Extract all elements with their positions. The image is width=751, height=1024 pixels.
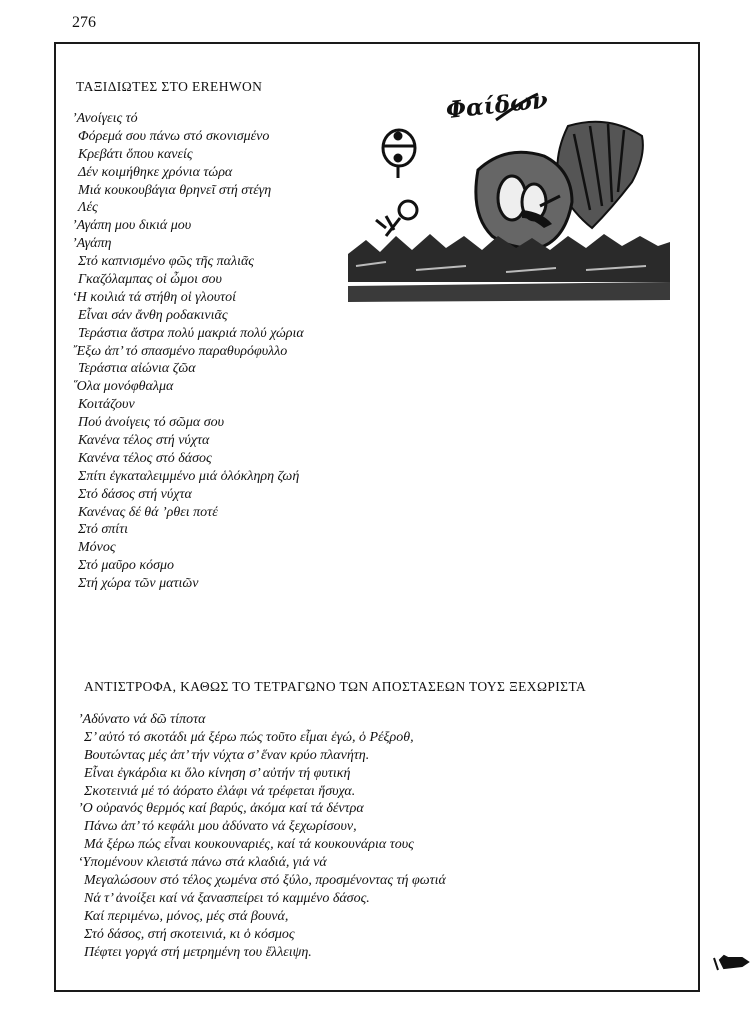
poem-title-1: ΤΑΞΙΔΙΩΤΕΣ ΣΤΟ EREHWON bbox=[76, 79, 263, 94]
poem-line: Πάνω ἀπ’ τό κεφάλι μου ἀδύνατο νά ξεχωρίσουν, bbox=[84, 819, 357, 835]
drawing-bird-head bbox=[476, 152, 572, 247]
poem-line: ῎Εξω ἀπ’ τό σπασμένο παραθυρόφυλλο bbox=[72, 343, 288, 359]
poem-line: Βουτώντας μές ἀπ’ τήν νύχτα σ’ ἕναν κρύο πλανήτη. bbox=[84, 747, 370, 763]
poem-line: Σπίτι ἐγκαταλειμμένο μιά ὁλόκληρη ζωή bbox=[78, 468, 300, 484]
poem-line: Μά ξέρω πώς εἶναι κουκουναριές, καί τά κουκουνάρια τους bbox=[84, 837, 414, 853]
poem-line: Στό δάσος στή νύχτα bbox=[78, 486, 192, 502]
poem-line: Τεράστια αἰώνια ζῶα bbox=[78, 361, 196, 377]
poem-line: Σκοτεινιά μέ τό ἀόρατο ἐλάφι νά τρέφεται ἥσυχα. bbox=[84, 783, 356, 799]
poem-line: Λές bbox=[78, 200, 98, 216]
poem-line: ’Αδύνατο νά δῶ τίποτα bbox=[78, 712, 206, 727]
poem-line: Κρεβάτι ὅπου κανείς bbox=[78, 146, 193, 162]
poem-line: Μιά κουκουβάγια θρηνεῖ στή στέγη bbox=[78, 182, 272, 198]
poem-line: ‘Η κοιλιά τά στήθη οἱ γλουτοί bbox=[72, 289, 237, 305]
poem-line: Νά τ’ ἀνοίξει καί νά ξανασπείρει τό καμμένο δάσος. bbox=[84, 890, 370, 906]
poem-line: ῞Ολα μονόφθαλμα bbox=[72, 379, 174, 395]
poem-title-2: ΑΝΤΙΣΤΡΟΦΑ, ΚΑΘΩΣ ΤΟ ΤΕΤΡΑΓΩΝΟ ΤΩΝ ΑΠΟΣΤΑΣΕΩΝ ΤΟΥΣ ΞΕΧΩΡΙΣΤΑ bbox=[84, 679, 587, 694]
poem-line: Δέν κοιμήθηκε χρόνια τώρα bbox=[78, 164, 233, 180]
drawing-signature: Φαίδων bbox=[444, 86, 549, 125]
poem-line: Κοιτάζουν bbox=[78, 397, 135, 413]
poem-line: Μόνος bbox=[78, 540, 116, 556]
poem-line: ’Ανοίγεις τό bbox=[72, 111, 138, 126]
poem-line: Εἶναι σάν ἄνθη ροδακινιᾶς bbox=[78, 307, 228, 323]
poem-line: Πέφτει γοργά στή μετρημένη του ἔλλειψη. bbox=[84, 944, 312, 960]
poem-line: Στό μαῦρο κόσμο bbox=[78, 558, 175, 574]
drawing-grass bbox=[348, 234, 670, 302]
poem-line: Κανένα τέλος στή νύχτα bbox=[78, 433, 210, 449]
page-number: 276 bbox=[72, 14, 96, 31]
poem-line: Φόρεμά σου πάνω στό σκονισμένο bbox=[78, 128, 270, 144]
poem-line: ’Αγάπη bbox=[72, 236, 112, 252]
child-drawing bbox=[346, 86, 672, 322]
poem-line: ’Ο οὐρανός θερμός καί βαρύς, ἀκόμα καί τά δέντρα bbox=[78, 801, 364, 817]
poem-line: Σ’ αὐτό τό σκοτάδι μά ξέρω πώς τοῦτο εἶμαι ἐγώ, ὁ Ρέξροθ, bbox=[84, 729, 414, 745]
poem-line: Εἶναι ἐγκάρδια κι ὅλο κίνηση σ’ αὐτήν τή φυτική bbox=[84, 765, 351, 781]
poem-body-2 bbox=[78, 711, 446, 961]
poem-line: Στό καπνισμένο φῶς τῆς παλιᾶς bbox=[78, 254, 254, 270]
poem-line: Μεγαλώσουν στό τέλος χωμένα στό ξύλο, προσμένοντας τή φωτιά bbox=[84, 873, 446, 889]
poem-line: Στή χώρα τῶν ματιῶν bbox=[78, 576, 199, 592]
drawing-small-figure bbox=[376, 201, 417, 236]
poem-line: Καί περιμένω, μόνος, μές στά βουνά, bbox=[84, 908, 289, 924]
poem-line: ‘Υπομένουν κλειστά πάνω στά κλαδιά, γιά νά bbox=[78, 855, 327, 871]
pointing-hand-icon bbox=[712, 950, 750, 974]
poem-line: Τεράστια ἄστρα πολύ μακριά πολύ χώρια bbox=[78, 325, 304, 341]
poem-line: Στό σπίτι bbox=[78, 522, 129, 538]
poem-line: Γκαζόλαμπας οἱ ὦμοι σου bbox=[78, 272, 222, 288]
drawing-small-face bbox=[382, 130, 416, 178]
poem-body-1 bbox=[72, 110, 304, 593]
poem-line: Στό δάσος, στή σκοτεινιά, κι ὁ κόσμος bbox=[84, 926, 295, 942]
poem-line: Κανένα τέλος στό δάσος bbox=[78, 450, 212, 466]
poem-line: Κανένας δέ θά ’ρθει ποτέ bbox=[78, 504, 218, 520]
poem-line: Πού ἀνοίγεις τό σῶμα σου bbox=[78, 415, 225, 431]
poem-line: ’Αγάπη μου δικιά μου bbox=[72, 218, 192, 234]
